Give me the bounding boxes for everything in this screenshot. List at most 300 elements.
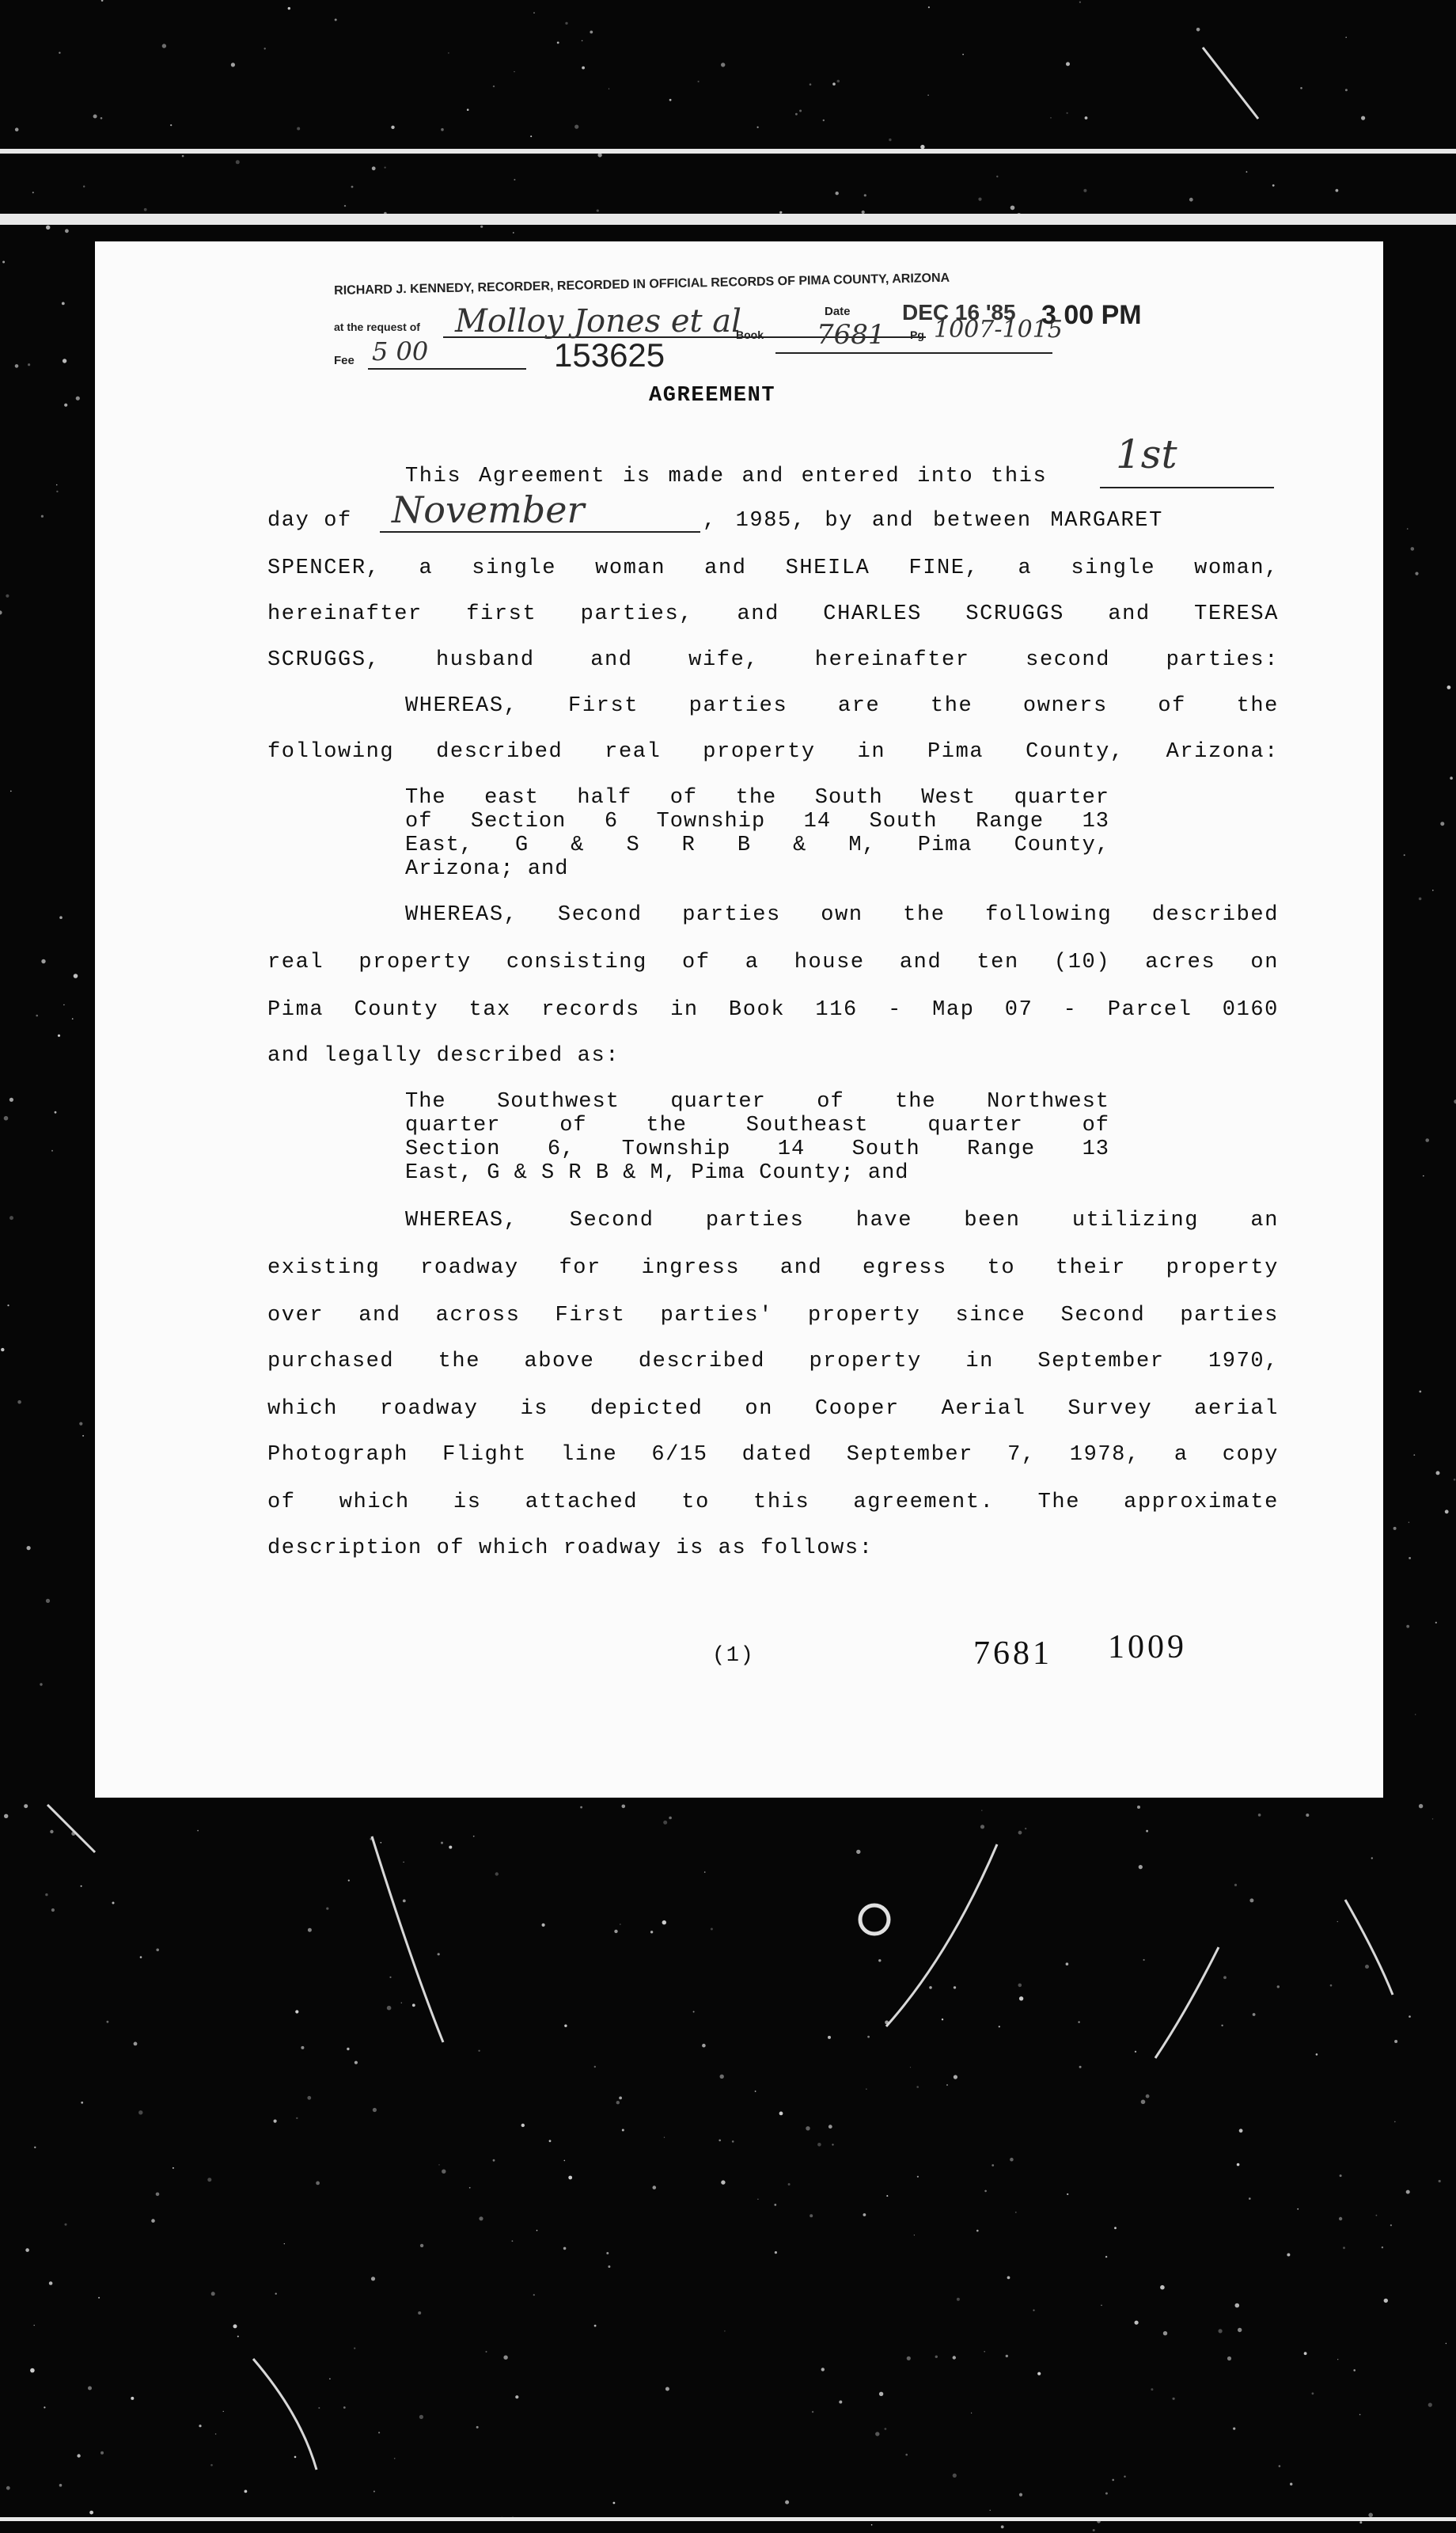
- scan-speck: [162, 44, 166, 47]
- scan-speck: [134, 2042, 138, 2046]
- scan-border-line-middle: [0, 214, 1456, 225]
- scan-speck: [619, 2097, 622, 2100]
- scan-speck: [757, 127, 759, 128]
- scan-speck: [1067, 2193, 1068, 2195]
- scan-speck: [1105, 2256, 1107, 2258]
- scan-speck: [1376, 2215, 1378, 2216]
- body-line-2-end: , 1985, by and between MARGARET: [703, 509, 1163, 533]
- scan-speck: [93, 115, 97, 119]
- scan-speck: [1406, 1625, 1409, 1628]
- scan-speck: [1219, 2329, 1223, 2333]
- scan-speck: [81, 2102, 83, 2104]
- scan-speck: [785, 2501, 789, 2505]
- scan-speck: [867, 2036, 870, 2038]
- scan-speck: [1246, 171, 1248, 173]
- scan-speck: [832, 2144, 833, 2145]
- scan-speck: [775, 2251, 777, 2254]
- scan-speck: [622, 2129, 624, 2132]
- scan-speck: [662, 1920, 666, 1924]
- scan-speck: [1272, 184, 1275, 187]
- scan-speck: [1415, 1714, 1416, 1715]
- scan-speck: [1249, 1898, 1253, 1902]
- scan-speck: [1018, 1831, 1022, 1835]
- scan-speck: [441, 128, 444, 131]
- scan-speck: [1083, 189, 1086, 192]
- scan-speck: [197, 1830, 199, 1832]
- scan-speck: [823, 120, 825, 121]
- scan-speck: [1339, 2217, 1342, 2220]
- scan-speck: [1173, 2398, 1175, 2400]
- scan-speck: [976, 2230, 979, 2232]
- scan-speck: [51, 1908, 55, 1912]
- scan-speck: [1384, 2299, 1388, 2303]
- scan-speck: [329, 2378, 331, 2379]
- scan-speck: [140, 1956, 142, 1958]
- scan-speck: [1407, 528, 1409, 530]
- scan-speck: [1085, 116, 1088, 120]
- scan-speck: [981, 1810, 982, 1811]
- book-label: Book: [736, 328, 764, 341]
- scan-speck: [34, 2325, 35, 2326]
- scan-speck: [917, 2176, 919, 2178]
- scan-speck: [316, 2182, 320, 2186]
- scan-speck: [296, 2117, 298, 2119]
- scan-speck: [582, 40, 583, 42]
- scan-speck: [389, 1977, 391, 1978]
- scan-speck: [41, 515, 44, 518]
- scan-speck: [40, 1683, 42, 1685]
- recorder-stamp-header: RICHARD J. KENNEDY, RECORDER, RECORDED IN OFFICIAL RECORDS OF PIMA COUNTY, ARIZONA: [334, 271, 950, 298]
- scan-speck: [1450, 777, 1453, 780]
- scan-speck: [650, 1931, 653, 1933]
- scan-speck: [493, 2159, 495, 2162]
- body-line-17: Photograph Flight line 6/15 dated September 7, 1978, a copy: [267, 1443, 1279, 1467]
- scan-speck: [537, 2230, 538, 2231]
- scan-speck: [88, 2387, 92, 2391]
- scan-speck: [1238, 2328, 1242, 2332]
- scan-speck: [521, 2124, 525, 2127]
- legal-description-2-line-4: East, G & S R B & M, Pima County; and: [405, 1161, 909, 1185]
- scan-speck: [1006, 2355, 1008, 2357]
- scan-speck: [438, 1953, 440, 1955]
- scan-speck: [1445, 1510, 1449, 1513]
- scan-speck: [51, 1150, 53, 1152]
- scan-speck: [9, 1216, 13, 1220]
- scan-speck: [549, 2140, 552, 2142]
- scan-speck: [182, 155, 184, 158]
- scan-speck: [1253, 2013, 1256, 2016]
- scan-speck: [563, 2247, 567, 2250]
- scan-speck: [693, 2011, 695, 2013]
- scan-speck: [89, 2511, 93, 2515]
- body-line-16: which roadway is depicted on Cooper Aerial Survey aerial: [267, 1397, 1279, 1421]
- scan-speck: [514, 179, 515, 180]
- scan-speck: [98, 2297, 100, 2299]
- scan-speck: [36, 1015, 38, 1017]
- body-line-11: and legally described as:: [267, 1044, 620, 1068]
- scan-speck: [25, 2248, 29, 2252]
- body-line-2-start: day of: [267, 509, 352, 533]
- scan-speck: [373, 2108, 377, 2112]
- scan-speck: [144, 208, 147, 211]
- scan-speck: [1124, 2476, 1125, 2478]
- scan-speck: [1019, 2493, 1022, 2497]
- scan-speck: [1316, 2053, 1318, 2056]
- page-label: Pg: [910, 328, 924, 341]
- scan-speck: [1336, 189, 1339, 192]
- body-line-15: purchased the above described property in September 1970,: [267, 1350, 1279, 1373]
- scan-speck: [1139, 1865, 1143, 1869]
- scan-speck: [1239, 2129, 1243, 2132]
- scan-speck: [1425, 1138, 1429, 1142]
- scan-speck: [467, 108, 469, 111]
- scan-speck: [56, 484, 58, 486]
- scan-speck: [1015, 2212, 1017, 2213]
- scan-speck: [568, 2176, 572, 2180]
- scan-speck: [438, 2164, 439, 2165]
- date-label: Date: [825, 305, 851, 318]
- scan-speck: [1033, 2310, 1034, 2311]
- scan-speck: [326, 1908, 328, 1910]
- scan-speck: [351, 186, 354, 188]
- scan-speck: [449, 1846, 452, 1849]
- scan-speck: [946, 2084, 948, 2086]
- fee-line: [368, 368, 526, 370]
- scan-speck: [606, 2252, 609, 2254]
- scan-speck: [774, 2204, 776, 2206]
- scan-speck: [755, 2091, 756, 2092]
- scan-speck: [215, 2433, 217, 2435]
- scan-speck: [1454, 1479, 1456, 1481]
- book-page-line: [775, 352, 1052, 354]
- legal-description-1-line-4: Arizona; and: [405, 857, 569, 881]
- scan-speck: [4, 1116, 9, 1121]
- scan-speck: [207, 2178, 211, 2182]
- scan-speck: [669, 1817, 672, 1820]
- scan-speck: [27, 1546, 31, 1550]
- scan-speck: [77, 2454, 80, 2457]
- scan-speck: [34, 2147, 36, 2148]
- scan-speck: [480, 226, 483, 228]
- page-value: 1007-1015: [934, 316, 1063, 344]
- scan-speck: [236, 160, 240, 164]
- scan-speck: [4, 1814, 8, 1818]
- scan-speck: [15, 364, 19, 368]
- scan-speck: [264, 47, 266, 49]
- scan-speck: [335, 19, 337, 21]
- scan-speck: [1312, 2392, 1314, 2394]
- scan-speck: [1010, 2158, 1014, 2162]
- page-number: 1009: [1108, 1629, 1187, 1665]
- scan-speck: [59, 52, 60, 54]
- scan-speck: [1079, 2066, 1082, 2068]
- scan-speck: [1428, 2403, 1432, 2407]
- scan-speck: [953, 2474, 957, 2478]
- scan-speck: [403, 1900, 406, 1903]
- scan-speck: [503, 2356, 507, 2360]
- scan-speck: [886, 2195, 888, 2197]
- scan-speck: [779, 2112, 783, 2116]
- scan-speck: [574, 125, 578, 129]
- scan-speck: [79, 1422, 82, 1426]
- scan-speck: [28, 363, 30, 366]
- scan-speck: [597, 210, 599, 212]
- scan-speck: [307, 2096, 311, 2100]
- scan-speck: [954, 2075, 957, 2079]
- scan-speck: [1432, 1818, 1433, 1819]
- fee-label: Fee: [334, 354, 355, 367]
- scan-speck: [442, 2170, 446, 2174]
- scan-speck: [1093, 2529, 1095, 2531]
- scan-speck: [1279, 2465, 1281, 2467]
- scan-speck: [1249, 2197, 1251, 2200]
- scan-speck: [0, 610, 2, 614]
- scan-speck: [6, 594, 9, 598]
- scan-speck: [100, 117, 103, 120]
- scan-speck: [50, 1830, 53, 1833]
- scan-speck: [418, 2311, 421, 2315]
- scan-speck: [1163, 2331, 1167, 2335]
- body-line-14: over and across First parties' property since Second parties: [267, 1304, 1279, 1327]
- scan-speck: [1419, 898, 1422, 901]
- scan-speck: [30, 2368, 35, 2373]
- scan-speck: [1394, 2040, 1397, 2043]
- scan-speck: [996, 176, 998, 177]
- scan-speck: [1340, 2174, 1342, 2177]
- scan-speck: [1343, 2246, 1345, 2249]
- scan-speck: [702, 2044, 706, 2048]
- scan-speck: [1277, 1985, 1280, 1988]
- scan-speck: [810, 2214, 813, 2217]
- body-line-6: WHEREAS, First parties are the owners of the: [405, 694, 1279, 718]
- scan-speck: [294, 2456, 297, 2459]
- scan-speck: [1067, 112, 1068, 114]
- scan-speck: [223, 2411, 224, 2412]
- scan-speck: [1409, 2015, 1411, 2018]
- scan-speck: [1411, 547, 1415, 551]
- scan-speck: [935, 2356, 938, 2358]
- scan-speck: [83, 185, 85, 187]
- legal-description-2-line-3: Section 6, Township 14 South Range 13: [405, 1137, 1109, 1161]
- scan-speck: [138, 2110, 142, 2114]
- scan-speck: [1196, 28, 1200, 32]
- scan-speck: [616, 2101, 620, 2104]
- scan-speck: [476, 2426, 479, 2429]
- scan-speck: [420, 2244, 423, 2247]
- scan-speck: [478, 2050, 480, 2052]
- month-blank: [380, 531, 700, 533]
- scan-speck: [910, 2067, 911, 2068]
- scan-speck: [980, 1825, 984, 1829]
- scan-speck: [905, 2454, 908, 2456]
- scan-speck: [1290, 2483, 1292, 2486]
- scan-speck: [288, 7, 290, 9]
- scan-speck: [6, 2486, 10, 2490]
- scan-speck: [10, 791, 12, 792]
- scan-speck: [274, 2120, 277, 2123]
- scan-speck: [1337, 2359, 1338, 2360]
- scan-speck: [170, 124, 172, 126]
- scan-speck: [1146, 2094, 1150, 2098]
- scan-speck: [1440, 822, 1444, 826]
- scan-speck: [348, 1880, 350, 1882]
- scan-speck: [473, 1836, 475, 1837]
- scan-speck: [1258, 1813, 1261, 1817]
- scan-speck: [564, 2025, 567, 2027]
- scan-speck: [1066, 1962, 1069, 1965]
- scan-speck: [63, 1004, 64, 1005]
- scan-speck: [59, 2484, 63, 2487]
- scan-speck: [15, 127, 19, 131]
- scan-speck: [295, 2010, 298, 2013]
- scan-speck: [620, 1923, 621, 1925]
- scan-speck: [839, 2401, 842, 2404]
- scan-speck: [889, 139, 891, 141]
- scan-speck: [875, 2432, 879, 2436]
- scan-speck: [441, 1842, 443, 1844]
- legal-description-1-line-1: The east half of the South West quarter: [405, 786, 1109, 810]
- scan-speck: [564, 2160, 566, 2162]
- scan-speck: [1306, 1813, 1309, 1817]
- scan-speck: [513, 232, 514, 234]
- scan-speck: [81, 1886, 82, 1887]
- scan-speck: [55, 1111, 57, 1114]
- scan-speck: [788, 2183, 791, 2186]
- scan-speck: [916, 2086, 919, 2088]
- scan-speck: [780, 211, 782, 213]
- scan-speck: [1300, 87, 1302, 89]
- scan-speck: [486, 2351, 487, 2353]
- body-line-8: WHEREAS, Second parties own the following described: [405, 903, 1279, 927]
- scan-speck: [622, 1805, 626, 1809]
- scan-speck: [1361, 116, 1365, 120]
- scan-speck: [64, 404, 67, 407]
- scan-speck: [927, 94, 929, 96]
- scan-speck: [1390, 2224, 1392, 2226]
- scan-speck: [297, 127, 300, 131]
- scan-speck: [1234, 1884, 1237, 1886]
- scan-speck: [131, 2397, 134, 2400]
- scan-speck: [1359, 2414, 1361, 2416]
- scan-speck: [828, 2036, 831, 2039]
- scan-speck: [17, 1400, 21, 1404]
- scan-speck: [210, 2464, 213, 2467]
- legal-description-1-line-2: of Section 6 Township 14 South Range 13: [405, 810, 1109, 834]
- scan-speck: [721, 63, 725, 66]
- scan-speck: [65, 229, 69, 233]
- scan-speck: [1078, 2021, 1079, 2022]
- body-line-18: of which is attached to this agreement. The approximate: [267, 1491, 1279, 1514]
- scan-speck: [720, 2075, 724, 2079]
- scan-speck: [613, 2502, 616, 2505]
- scan-speck: [664, 2137, 665, 2138]
- scan-speck: [245, 2490, 248, 2493]
- scan-speck: [812, 2411, 813, 2413]
- scan-speck: [371, 2277, 375, 2280]
- body-line-5: SCRUGGS, husband and wife, hereinafter second parties:: [267, 648, 1279, 672]
- scan-speck: [984, 2190, 987, 2193]
- time-value: 3 00 PM: [1041, 300, 1142, 330]
- scan-speck: [237, 2336, 239, 2337]
- scan-border-line-top: [0, 149, 1456, 154]
- scan-speck: [403, 1862, 404, 1863]
- day-handwritten: 1st: [1116, 431, 1177, 477]
- scan-speck: [580, 1806, 582, 1809]
- scan-speck: [757, 2199, 759, 2201]
- scan-speck: [32, 192, 34, 193]
- scan-speck: [1432, 890, 1434, 891]
- scan-speck: [1007, 2277, 1010, 2280]
- scan-speck: [45, 1893, 47, 1896]
- scan-speck: [1221, 2025, 1223, 2026]
- scan-speck: [1141, 2100, 1146, 2105]
- scan-speck: [199, 2425, 201, 2427]
- scan-speck: [479, 2216, 483, 2220]
- scan-speck: [44, 2406, 45, 2408]
- legal-description-2-line-1: The Southwest quarter of the Northwest: [405, 1090, 1109, 1114]
- scan-speck: [582, 66, 585, 70]
- scan-speck: [515, 2395, 518, 2398]
- scan-speck: [1359, 2521, 1362, 2524]
- scan-speck: [2, 261, 5, 264]
- scan-speck: [1105, 2493, 1108, 2495]
- scan-speck: [732, 2140, 734, 2143]
- scan-speck: [1223, 1976, 1227, 1979]
- scan-speck: [594, 2066, 596, 2068]
- scan-speck: [953, 2356, 956, 2359]
- scan-speck: [984, 2351, 985, 2353]
- scan-speck: [992, 2164, 994, 2167]
- scan-speck: [156, 2193, 160, 2197]
- scan-speck: [879, 2392, 883, 2396]
- body-line-3: SPENCER, a single woman and SHEILA FINE, a single woman,: [267, 556, 1279, 580]
- scan-speck: [1, 1348, 4, 1351]
- scan-speck: [9, 1098, 13, 1102]
- scan-speck: [817, 2143, 821, 2147]
- scan-speck: [391, 126, 394, 129]
- scan-speck: [1415, 572, 1418, 575]
- document-page: [95, 241, 1383, 1798]
- scan-speck: [82, 1435, 84, 1437]
- scan-speck: [1419, 1391, 1421, 1393]
- scan-speck: [387, 2006, 392, 2011]
- scan-speck: [594, 2325, 597, 2327]
- scan-speck: [1112, 2479, 1114, 2482]
- scan-speck: [810, 83, 812, 85]
- scan-speck: [719, 2140, 721, 2142]
- scan-speck: [173, 2167, 174, 2169]
- scan-speck: [1413, 1454, 1415, 1456]
- scan-speck: [59, 916, 63, 919]
- scan-speck: [1345, 36, 1347, 38]
- scan-speck: [533, 2294, 535, 2296]
- scan-speck: [347, 2048, 349, 2050]
- scan-speck: [63, 359, 66, 363]
- scan-speck: [978, 198, 981, 201]
- scan-speck: [1345, 89, 1348, 91]
- scan-speck: [1114, 2227, 1117, 2229]
- scan-speck: [419, 2415, 423, 2419]
- scan-speck: [954, 1986, 956, 1988]
- scan-speck: [74, 974, 78, 978]
- scan-speck: [56, 491, 58, 492]
- scan-speck: [308, 1928, 312, 1932]
- scan-speck: [590, 31, 593, 34]
- scan-speck: [448, 52, 449, 53]
- scan-speck: [669, 99, 672, 101]
- scan-speck: [1135, 2321, 1139, 2325]
- request-value: Molloy Jones et al: [455, 303, 741, 340]
